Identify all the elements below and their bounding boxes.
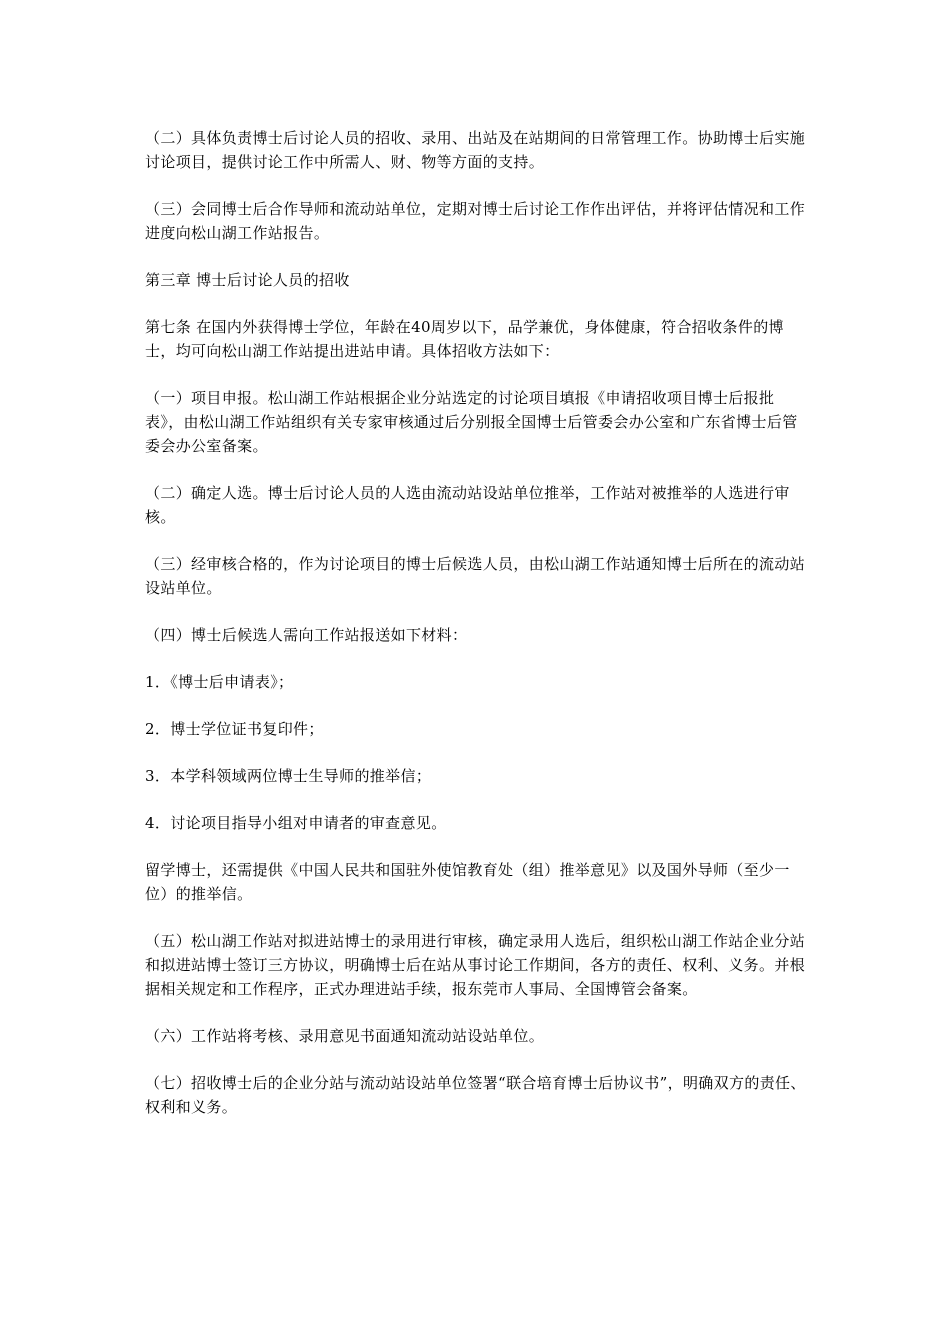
chapter-heading: 第三章 博士后讨论人员的招收	[145, 271, 350, 289]
material-item-2: 2．博士学位证书复印件；	[145, 720, 324, 738]
document-body	[145, 126, 809, 1142]
step-project-application: （一）项目申报。松山湖工作站根据企业分站选定的讨论项目填报《申请招收项目博士后报批表》，由松山湖工作站组织有关专家审核通过后分别报全国博士后管委会办公室和广东省博士后管委会办公室备案。	[145, 389, 798, 455]
step-candidate-selection: （二）确定人选。博士后讨论人员的人选由流动站设站单位推举，工作站对被推举的人选进行审核。	[145, 484, 790, 526]
material-item-1: 1．《博士后申请表》；	[145, 673, 294, 691]
material-item-3: 3．本学科领域两位博士生导师的推举信；	[145, 767, 432, 785]
step-joint-training-agreement: （七）招收博士后的企业分站与流动站设站单位签署“联合培育博士后协议书”，明确双方的责任、权利和义务。	[145, 1074, 806, 1116]
step-admission-agreement: （五）松山湖工作站对拟进站博士的录用进行审核，确定录用人选后，组织松山湖工作站企业分站和拟进站博士签订三方协议，明确博士后在站从事讨论工作期间，各方的责任、权利、义务。并根据相关规定和工作程序，正式办理进站手续，报东莞市人事局、全国博管会备案。	[145, 932, 806, 998]
paragraph-item-2: （二）具体负责博士后讨论人员的招收、录用、出站及在站期间的日常管理工作。协助博士后实施讨论项目，提供讨论工作中所需人、财、物等方面的支持。	[145, 129, 806, 171]
paragraph-item-3: （三）会同博士后合作导师和流动站单位，定期对博士后讨论工作作出评估，并将评估情况和工作进度向松山湖工作站报告。	[145, 200, 806, 242]
article-seven: 第七条 在国内外获得博士学位，年龄在40周岁以下，品学兼优，身体健康，符合招收条件的博士，均可向松山湖工作站提出进站申请。具体招收方法如下：	[145, 318, 784, 360]
step-written-notice: （六）工作站将考核、录用意见书面通知流动站设站单位。	[145, 1027, 545, 1045]
materials-intro: （四）博士后候选人需向工作站报送如下材料：	[145, 626, 468, 644]
overseas-doctor-note: 留学博士，还需提供《中国人民共和国驻外使馆教育处（组）推举意见》以及国外导师（至少一位）的推举信。	[145, 861, 790, 903]
step-review-notice: （三）经审核合格的，作为讨论项目的博士后候选人员，由松山湖工作站通知博士后所在的流动站设站单位。	[145, 555, 806, 597]
material-item-4: 4．讨论项目指导小组对申请者的审查意见。	[145, 814, 447, 832]
